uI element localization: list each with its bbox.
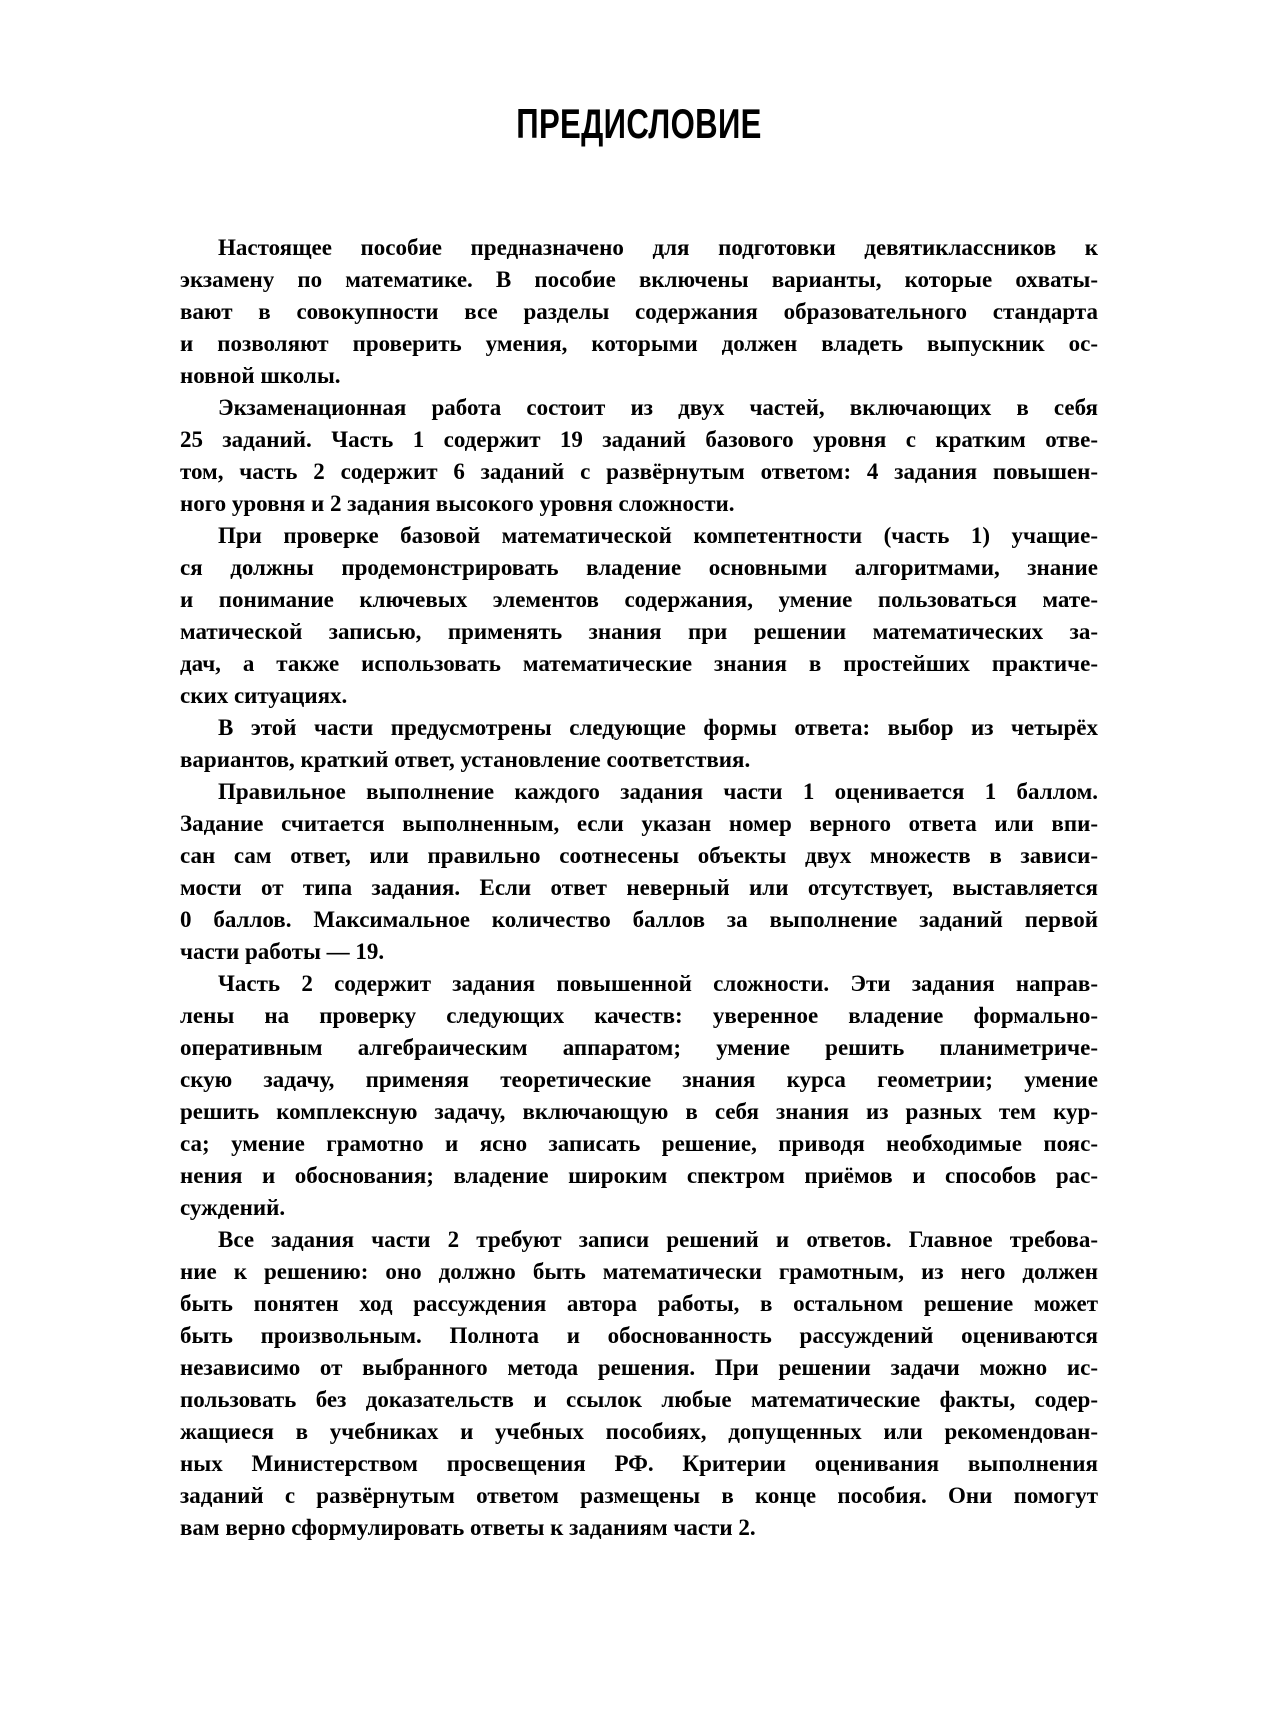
preface-text xyxy=(180,232,1098,1544)
text-line: ние к решению: оно должно быть математически грамотным, из него должен xyxy=(180,1259,1098,1284)
text-line: том, часть 2 содержит 6 заданий с развёрнутым ответом: 4 задания повышен- xyxy=(180,459,1098,484)
text-line: вариантов, краткий ответ, установление соответствия. xyxy=(180,747,751,772)
text-line: вают в совокупности все разделы содержания образовательного стандарта xyxy=(180,299,1098,324)
page-title: ПРЕДИСЛОВИЕ xyxy=(516,100,762,147)
text-line: 0 баллов. Максимальное количество баллов за выполнение заданий первой xyxy=(180,907,1098,932)
text-line: мости от типа задания. Если ответ неверный или отсутствует, выставляется xyxy=(180,875,1098,900)
text-line: скую задачу, применяя теоретические знания курса геометрии; умение xyxy=(180,1067,1098,1092)
text-line: са; умение грамотно и ясно записать решение, приводя необходимые пояс- xyxy=(180,1131,1098,1156)
text-line: При проверке базовой математической компетентности (часть 1) учащие- xyxy=(218,523,1098,548)
paragraph xyxy=(180,392,1098,520)
paragraph xyxy=(180,520,1098,712)
paragraph xyxy=(180,1224,1098,1544)
text-line: В этой части предусмотрены следующие формы ответа: выбор из четырёх xyxy=(218,715,1098,740)
text-line: пользовать без доказательств и ссылок любые математические факты, содер- xyxy=(180,1387,1098,1412)
paragraph xyxy=(180,968,1098,1224)
text-line: быть произвольным. Полнота и обоснованность рассуждений оцениваются xyxy=(180,1323,1098,1348)
text-line: суждений. xyxy=(180,1195,286,1220)
paragraph xyxy=(180,232,1098,392)
text-line: сан сам ответ, или правильно соотнесены объекты двух множеств в зависи- xyxy=(180,843,1098,868)
text-line: ных Министерством просвещения РФ. Критерии оценивания выполнения xyxy=(180,1451,1098,1476)
text-line: решить комплексную задачу, включающую в себя знания из разных тем кур- xyxy=(180,1099,1098,1124)
text-line: оперативным алгебраическим аппаратом; умение решить планиметриче- xyxy=(180,1035,1098,1060)
text-line: ских ситуациях. xyxy=(180,683,348,708)
text-line: нения и обоснования; владение широким спектром приёмов и способов рас- xyxy=(180,1163,1098,1188)
text-line: Все задания части 2 требуют записи решений и ответов. Главное требова- xyxy=(218,1227,1098,1252)
text-line: 25 заданий. Часть 1 содержит 19 заданий базового уровня с кратким отве- xyxy=(180,427,1098,452)
text-line: и понимание ключевых элементов содержания, умение пользоваться мате- xyxy=(180,587,1098,612)
text-line: Правильное выполнение каждого задания части 1 оценивается 1 баллом. xyxy=(218,779,1098,804)
text-line: Экзаменационная работа состоит из двух частей, включающих в себя xyxy=(218,395,1098,420)
paragraph xyxy=(180,712,1098,776)
text-line: заданий с развёрнутым ответом размещены в конце пособия. Они помогут xyxy=(180,1483,1098,1508)
text-line: части работы — 19. xyxy=(180,939,385,964)
text-line: ного уровня и 2 задания высокого уровня сложности. xyxy=(180,491,735,516)
text-line: вам верно сформулировать ответы к заданиям части 2. xyxy=(180,1515,756,1540)
text-line: матической записью, применять знания при решении математических за- xyxy=(180,619,1098,644)
text-line: Часть 2 содержит задания повышенной сложности. Эти задания направ- xyxy=(218,971,1098,996)
text-line: экзамену по математике. В пособие включены варианты, которые охваты- xyxy=(180,267,1098,292)
text-line: и позволяют проверить умения, которыми должен владеть выпускник ос- xyxy=(180,331,1098,356)
text-line: лены на проверку следующих качеств: уверенное владение формально- xyxy=(180,1003,1098,1028)
text-line: Задание считается выполненным, если указан номер верного ответа или впи- xyxy=(180,811,1098,836)
text-line: новной школы. xyxy=(180,363,341,388)
text-line: независимо от выбранного метода решения. При решении задачи можно ис- xyxy=(180,1355,1098,1380)
text-line: быть понятен ход рассуждения автора работы, в остальном решение может xyxy=(180,1291,1098,1316)
text-line: жащиеся в учебниках и учебных пособиях, допущенных или рекомендован- xyxy=(180,1419,1098,1444)
text-line: ся должны продемонстрировать владение основными алгоритмами, знание xyxy=(180,555,1098,580)
paragraph xyxy=(180,776,1098,968)
text-line: Настоящее пособие предназначено для подготовки девятиклассников к xyxy=(218,235,1098,260)
text-line: дач, а также использовать математические знания в простейших практиче- xyxy=(180,651,1098,676)
